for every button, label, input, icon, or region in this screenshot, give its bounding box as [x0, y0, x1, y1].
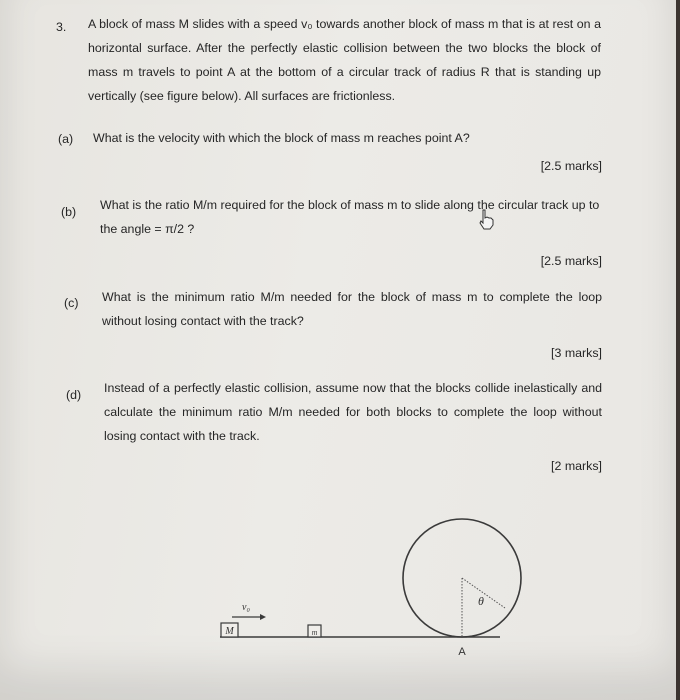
part-b-label: (b)	[61, 205, 77, 219]
velocity-arrowhead	[260, 614, 266, 620]
hand-cursor-icon	[478, 208, 496, 230]
block-big-label: M	[225, 626, 234, 637]
part-d-label: (d)	[66, 388, 82, 402]
page-edge	[676, 0, 680, 700]
part-c-text: What is the minimum ratio M/m needed for the block of mass m to complete the loop without losing contact with the track?	[102, 290, 602, 328]
question-number: 3.	[56, 20, 67, 34]
velocity-label: v₀	[242, 602, 250, 613]
collision-figure	[200, 505, 540, 665]
part-d-text: Instead of a perfectly elastic collision, assume now that the blocks collide inelastically and calculate the minimum ratio M/m needed for both blocks to complete the loop without losing contact with the track.	[104, 381, 602, 443]
part-d-marks: [2 marks]	[551, 459, 602, 473]
question-intro: A block of mass M slides with a speed v₀ towards another block of mass m that is at rest on a horizontal surface. After the perfectly elastic collision between the two blocks the block of mass m travels to point A at the bottom of a circular track of radius R that is standing up vertically (see figure below). All surfaces are frictionless.	[88, 17, 601, 103]
block-small-label: m	[311, 628, 318, 637]
part-a-marks: [2.5 marks]	[540, 159, 602, 173]
angle-label: θ	[478, 594, 484, 608]
part-a-text: What is the velocity with which the block of mass m reaches point A?	[93, 131, 470, 145]
point-a-label: A	[458, 646, 466, 658]
part-a-label: (a)	[58, 132, 74, 146]
part-b-marks: [2.5 marks]	[540, 254, 602, 268]
part-b-text: What is the ratio M/m required for the block of mass m to slide along the circular track up to the angle = π/2 ?	[100, 198, 600, 236]
part-c-label: (c)	[64, 296, 79, 310]
part-c-marks: [3 marks]	[551, 346, 602, 360]
